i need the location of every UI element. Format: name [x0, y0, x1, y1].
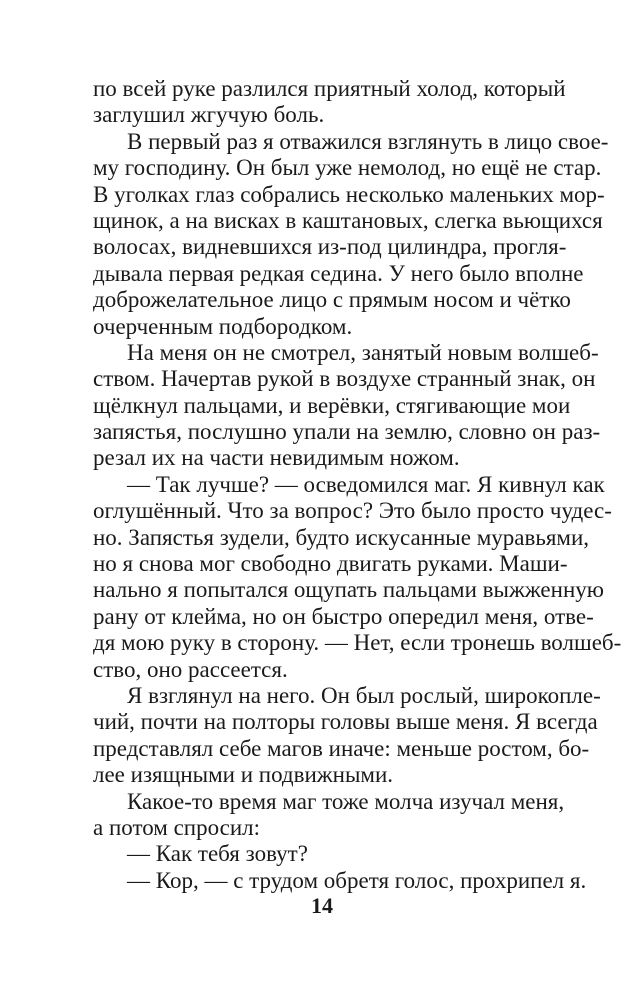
text-line: В уголках глаз собрались несколько маленьких мор- [93, 181, 605, 207]
text-line: ство, оно рассеется. [93, 656, 288, 682]
text-line: заглушил жгучую боль. [93, 102, 325, 128]
paragraph [93, 841, 558, 867]
text-line: дывала первая редкая седина. У него было вполне [93, 260, 584, 286]
text-line: — Как тебя зовут? [127, 841, 308, 867]
text-line: ством. Начертав рукой в воздухе странный знак, он [93, 366, 596, 392]
text-line: волосах, видневшихся из-под цилиндра, прогля- [93, 234, 567, 260]
paragraph [93, 682, 601, 789]
text-line: но я снова мог свободно двигать руками. Маши- [93, 551, 568, 577]
text-line: резал их на части невидимым ножом. [93, 445, 460, 471]
text-line: дя мою руку в сторону. — Нет, если тронешь волшеб- [93, 630, 622, 656]
text-line: щинок, а на висках в каштановых, слегка вьющихся [93, 207, 603, 233]
text-line: — Так лучше? — осведомился маг. Я кивнул как [127, 471, 605, 497]
paragraph [93, 471, 622, 683]
page-number: 14 [311, 893, 333, 918]
paragraph [93, 339, 601, 472]
text-line: В первый раз я отважился взглянуть в лицо свое- [127, 128, 609, 154]
text-line: доброжелательное лицо с прямым носом и чётко [93, 287, 571, 313]
text-line: му господину. Он был уже немолод, но ещё не стар. [93, 155, 602, 181]
text-line: представлял себе магов иначе: меньше ростом, бо- [93, 735, 590, 761]
text-line: чий, почти на полторы головы выше меня. Я всегда [93, 709, 598, 735]
paragraph [93, 128, 609, 340]
text-line: — Кор, — с трудом обретя голос, прохрипел я. [127, 867, 587, 893]
text-line: рану от клейма, но он быстро опередил меня, отве- [93, 603, 594, 629]
text-line: Я взглянул на него. Он был рослый, широкопле- [127, 682, 601, 708]
text-line: щёлкнул пальцами, и верёвки, стягивающие мои [93, 392, 571, 418]
text-line: нально я попытался ощупать пальцами выжженную [93, 577, 604, 603]
text-line: лее изящными и подвижными. [93, 762, 394, 788]
paragraph [93, 867, 587, 894]
text-line: очерченным подбородком. [93, 313, 353, 339]
text-line: а потом спросил: [93, 814, 261, 840]
paragraph [93, 788, 565, 842]
text-line: оглушённый. Что за вопрос? Это было просто чудес- [93, 498, 612, 524]
text-line: по всей руке разлился приятный холод, который [93, 76, 566, 101]
text-line: запястья, послушно упали на землю, словно он раз- [93, 419, 601, 445]
paragraph [93, 76, 566, 129]
text-line: На меня он не смотрел, занятый новым волшеб- [127, 339, 599, 365]
book-page-text [93, 76, 622, 894]
text-line: Какое-то время маг тоже молча изучал меня, [127, 788, 565, 814]
text-line: но. Запястья зудели, будто искусанные муравьями, [93, 524, 590, 550]
